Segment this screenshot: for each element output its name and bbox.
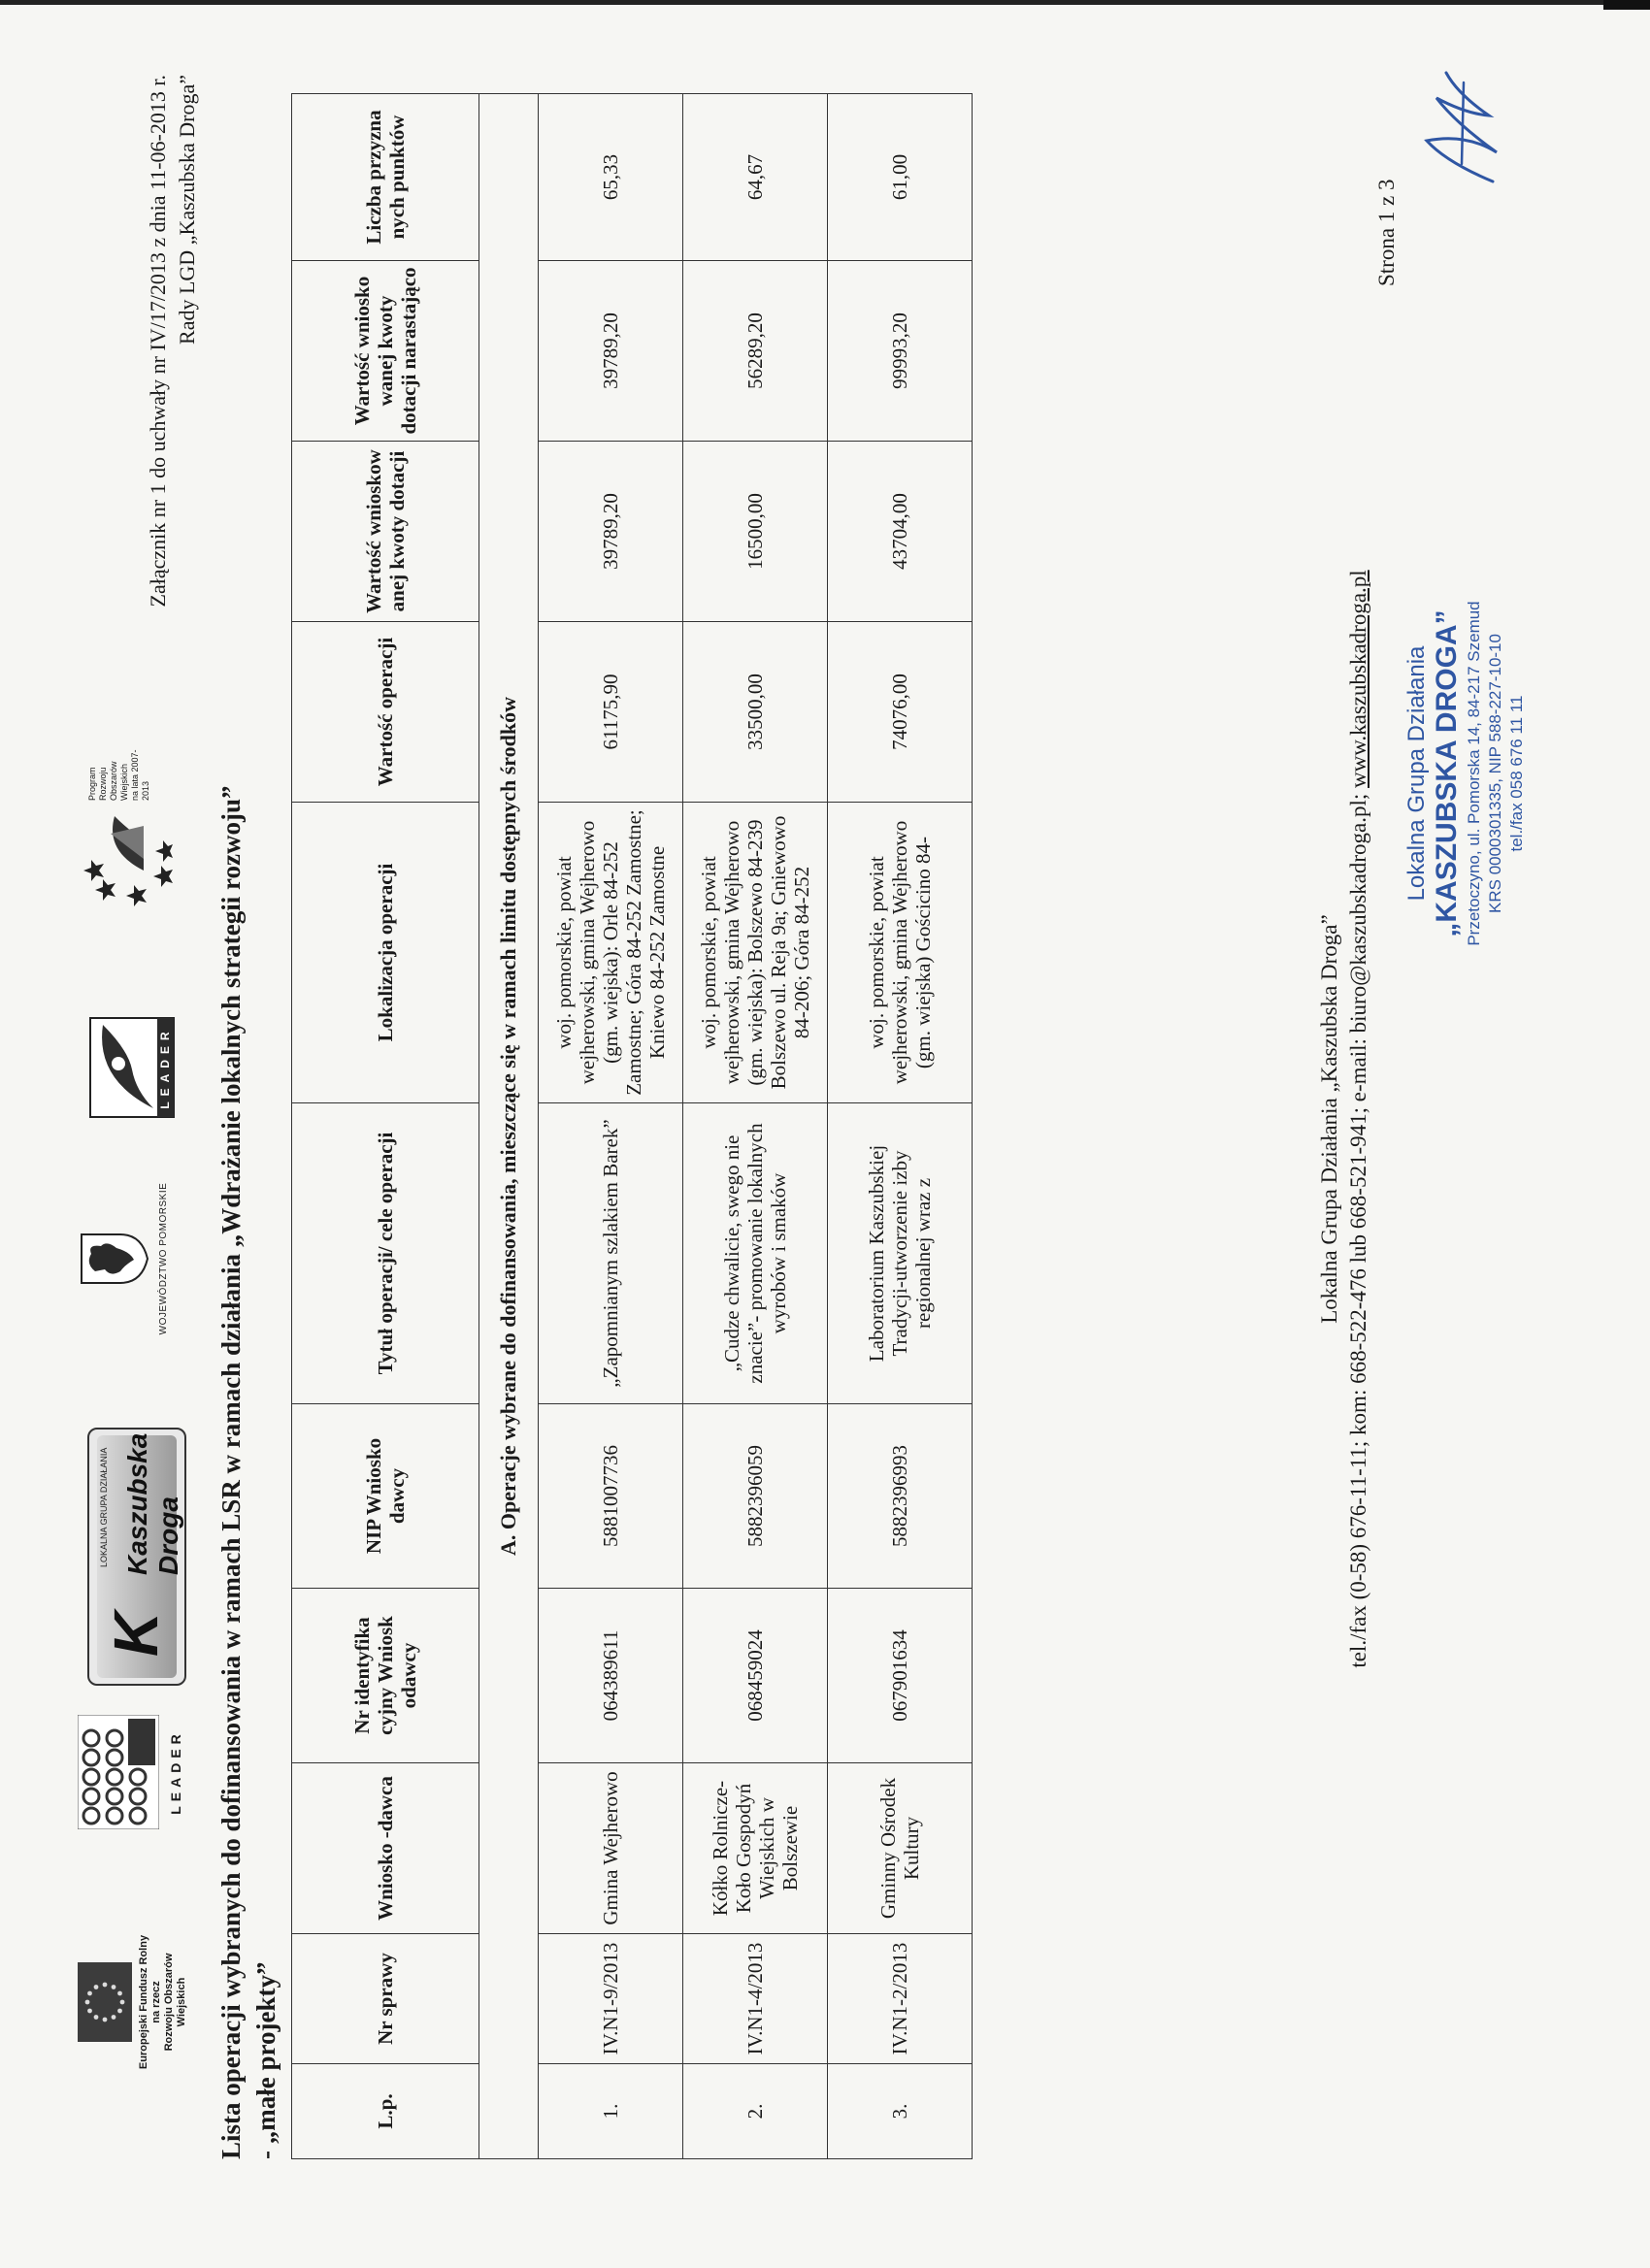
eu-logo bbox=[78, 1930, 194, 2074]
cell-points: 61,00 bbox=[828, 94, 973, 261]
cell-lp: 2. bbox=[683, 2064, 828, 2159]
header-applicant-id: Nr identyfika cyjny Wniosk odawcy bbox=[292, 1589, 479, 1763]
cell-points: 64,67 bbox=[683, 94, 828, 261]
cell-applicant-id: 064389611 bbox=[539, 1589, 683, 1763]
leader-leaf-caption: LEADER bbox=[158, 1026, 172, 1109]
prow-line-1: Program bbox=[87, 767, 97, 801]
footer-line1: Lokalna Grupa Działania „Kaszubska Droga” bbox=[1317, 914, 1341, 1324]
cell-location-text: woj. pomorskie, powiat wejherowski, gmina Wejherowo (gm. wiejska) Gościcino 84- bbox=[865, 820, 935, 1085]
cell-location-text: woj. pomorskie, powiat wejherowski, gmina Wejherowo (gm. wiejska): Bolszewo 84-239 Bolszewo ul. Reja 9a; Gniewowo 84-206; Góra 84-252 bbox=[697, 815, 813, 1090]
pomorskie-caption: WOJEWÓDZTWO POMORSKIE bbox=[158, 1182, 169, 1335]
table-header-row bbox=[292, 94, 479, 2159]
section-row bbox=[479, 94, 539, 2159]
cell-operation-title: „Zapomnianym szlakiem Barek” bbox=[539, 1103, 683, 1404]
cell-location-text: woj. pomorskie, powiat wejherowski, gmina Wejherowo (gm. wiejska): Orle 84-252 Zamostne; Góra 84-252 Zamostne; Kniewo 84-252 Zamostne bbox=[552, 809, 669, 1096]
cell-case-number: IV.N1-4/2013 bbox=[683, 1934, 828, 2064]
header-operation-title: Tytuł operacji/ cele operacji bbox=[292, 1103, 479, 1404]
cell-location bbox=[828, 803, 973, 1103]
header-applicant: Wniosko -dawca bbox=[292, 1763, 479, 1934]
operations-table bbox=[291, 93, 973, 2159]
stamp-line5: tel./fax 058 676 11 11 bbox=[1507, 695, 1526, 852]
cell-applicant: Kółko Rolnicze-Koło Gospodyń Wiejskich w Bolszewie bbox=[683, 1763, 828, 1934]
prow-line-3: Obszarów bbox=[109, 761, 118, 801]
header-case-number: Nr sprawy bbox=[292, 1934, 479, 2064]
title-line2: - „małe projekty” bbox=[251, 1961, 280, 2159]
header-grant-value: Wartość wnioskow anej kwoty dotacji bbox=[292, 442, 479, 622]
stamp-line1: Lokalna Grupa Działania bbox=[1403, 645, 1430, 902]
leader-dots-logo bbox=[78, 1715, 184, 1829]
footer-contacts: tel./fax (0-58) 676-11-11; kom: 668-522-476 lub 668-521-941; e-mail: biuro@kaszubskadroga.pl; bbox=[1346, 787, 1370, 1668]
header-operation-value: Wartość operacji bbox=[292, 622, 479, 803]
prow-logo bbox=[76, 735, 182, 909]
cell-operation-value: 74076,00 bbox=[828, 622, 973, 803]
table-row bbox=[683, 94, 828, 2159]
header-nip: NIP Wniosko dawcy bbox=[292, 1404, 479, 1589]
footer-line2 bbox=[1344, 86, 1373, 2152]
prow-stars-icon bbox=[76, 803, 173, 909]
cell-nip: 5881007736 bbox=[539, 1404, 683, 1589]
griffin-crest-icon bbox=[78, 1231, 149, 1287]
cell-cumulative-grant: 99993,20 bbox=[828, 261, 973, 442]
cell-case-number: IV.N1-2/2013 bbox=[828, 1934, 973, 2064]
stamp-line2: „KASZUBSKA DROGA” bbox=[1431, 609, 1463, 937]
header-lp: L.p. bbox=[292, 2064, 479, 2159]
header-points: Liczba przyzna nych punktów bbox=[292, 94, 479, 261]
organization-stamp bbox=[1403, 502, 1528, 1045]
cell-nip: 5882396993 bbox=[828, 1404, 973, 1589]
cell-location bbox=[539, 803, 683, 1103]
handwritten-signature-icon bbox=[1407, 65, 1514, 191]
cell-operation-value: 61175,90 bbox=[539, 622, 683, 803]
prow-line-5: na lata 2007-2013 bbox=[130, 749, 150, 801]
kd-logo-top: LOKALNA GRUPA DZIAŁANIA bbox=[99, 1447, 109, 1567]
cell-operation-value: 33500,00 bbox=[683, 622, 828, 803]
table-row bbox=[828, 94, 973, 2159]
cell-operation-title-text: Laboratorium Kaszubskiej Tradycji-utworzenie izby regionalnej wraz z bbox=[865, 1144, 935, 1363]
cell-applicant-id: 068459024 bbox=[683, 1589, 828, 1763]
cell-lp: 3. bbox=[828, 2064, 973, 2159]
cell-location bbox=[683, 803, 828, 1103]
stamp-line4: KRS 0000301335, NIP 588-227-10-10 bbox=[1486, 634, 1504, 913]
page-number: Strona 1 z 3 bbox=[1374, 179, 1399, 286]
leader-leaf-logo bbox=[89, 1017, 175, 1118]
document-title bbox=[214, 315, 283, 2159]
eu-caption-line1: Europejski Fundusz Rolny na rzecz bbox=[138, 1934, 162, 2070]
cell-applicant: Gmina Wejherowo bbox=[539, 1763, 683, 1934]
kd-mark-icon: K bbox=[101, 1611, 171, 1657]
cell-applicant: Gminny Ośrodek Kultury bbox=[828, 1763, 973, 1934]
cell-cumulative-grant: 56289,20 bbox=[683, 261, 828, 442]
table-row bbox=[539, 94, 683, 2159]
cell-case-number: IV.N1-9/2013 bbox=[539, 1934, 683, 2064]
kaszubska-droga-logo bbox=[87, 1428, 186, 1686]
cell-nip: 5882396059 bbox=[683, 1404, 828, 1589]
cell-lp: 1. bbox=[539, 2064, 683, 2159]
eu-caption-line2: Rozwoju Obszarów Wiejskich bbox=[163, 1953, 187, 2052]
cell-operation-title: „Cudze chwalicie, swego nie znacie”- promowanie lokalnych wyrobów i smaków bbox=[683, 1103, 828, 1404]
eu-flag-icon bbox=[78, 1962, 132, 2042]
cell-grant-value: 16500,00 bbox=[683, 442, 828, 622]
attachment-line2: Rady LGD „Kaszubska Droga” bbox=[175, 75, 199, 345]
pomorskie-logo bbox=[78, 1181, 184, 1336]
cell-points: 65,33 bbox=[539, 94, 683, 261]
footer-website-link[interactable]: www.kaszubskadroga.pl bbox=[1346, 570, 1370, 788]
header-location: Lokalizacja operacji bbox=[292, 803, 479, 1103]
cell-operation-title bbox=[828, 1103, 973, 1404]
prow-line-2: Rozwoju bbox=[98, 767, 108, 801]
attachment-line1: Załącznik nr 1 do uchwały nr IV/17/2013 z dnia 11-06-2013 r. bbox=[146, 75, 170, 608]
section-heading: A. Operacje wybrane do dofinansowania, mieszczące się w ramach limitu dostępnych środków bbox=[479, 94, 539, 2159]
cell-applicant-id: 067901634 bbox=[828, 1589, 973, 1763]
footer bbox=[1315, 86, 1373, 2152]
stamp-line3: Przetoczyno, ul. Pomorska 14, 84-217 Szemud bbox=[1465, 601, 1483, 946]
header-cumulative-grant: Wartość wniosko wanej kwoty dotacji narastająco bbox=[292, 261, 479, 442]
cell-cumulative-grant: 39789,20 bbox=[539, 261, 683, 442]
leader-dots-caption: LEADER bbox=[168, 1729, 183, 1815]
prow-line-4: Wiejskich bbox=[119, 763, 129, 801]
kd-logo-name: Kaszubska Droga bbox=[122, 1432, 183, 1575]
cell-grant-value: 39789,20 bbox=[539, 442, 683, 622]
cell-grant-value: 43704,00 bbox=[828, 442, 973, 622]
title-line1: Lista operacji wybranych do dofinansowania w ramach LSR w ramach działania „Wdrażanie lokalnych strategii rozwoju” bbox=[216, 785, 246, 2159]
